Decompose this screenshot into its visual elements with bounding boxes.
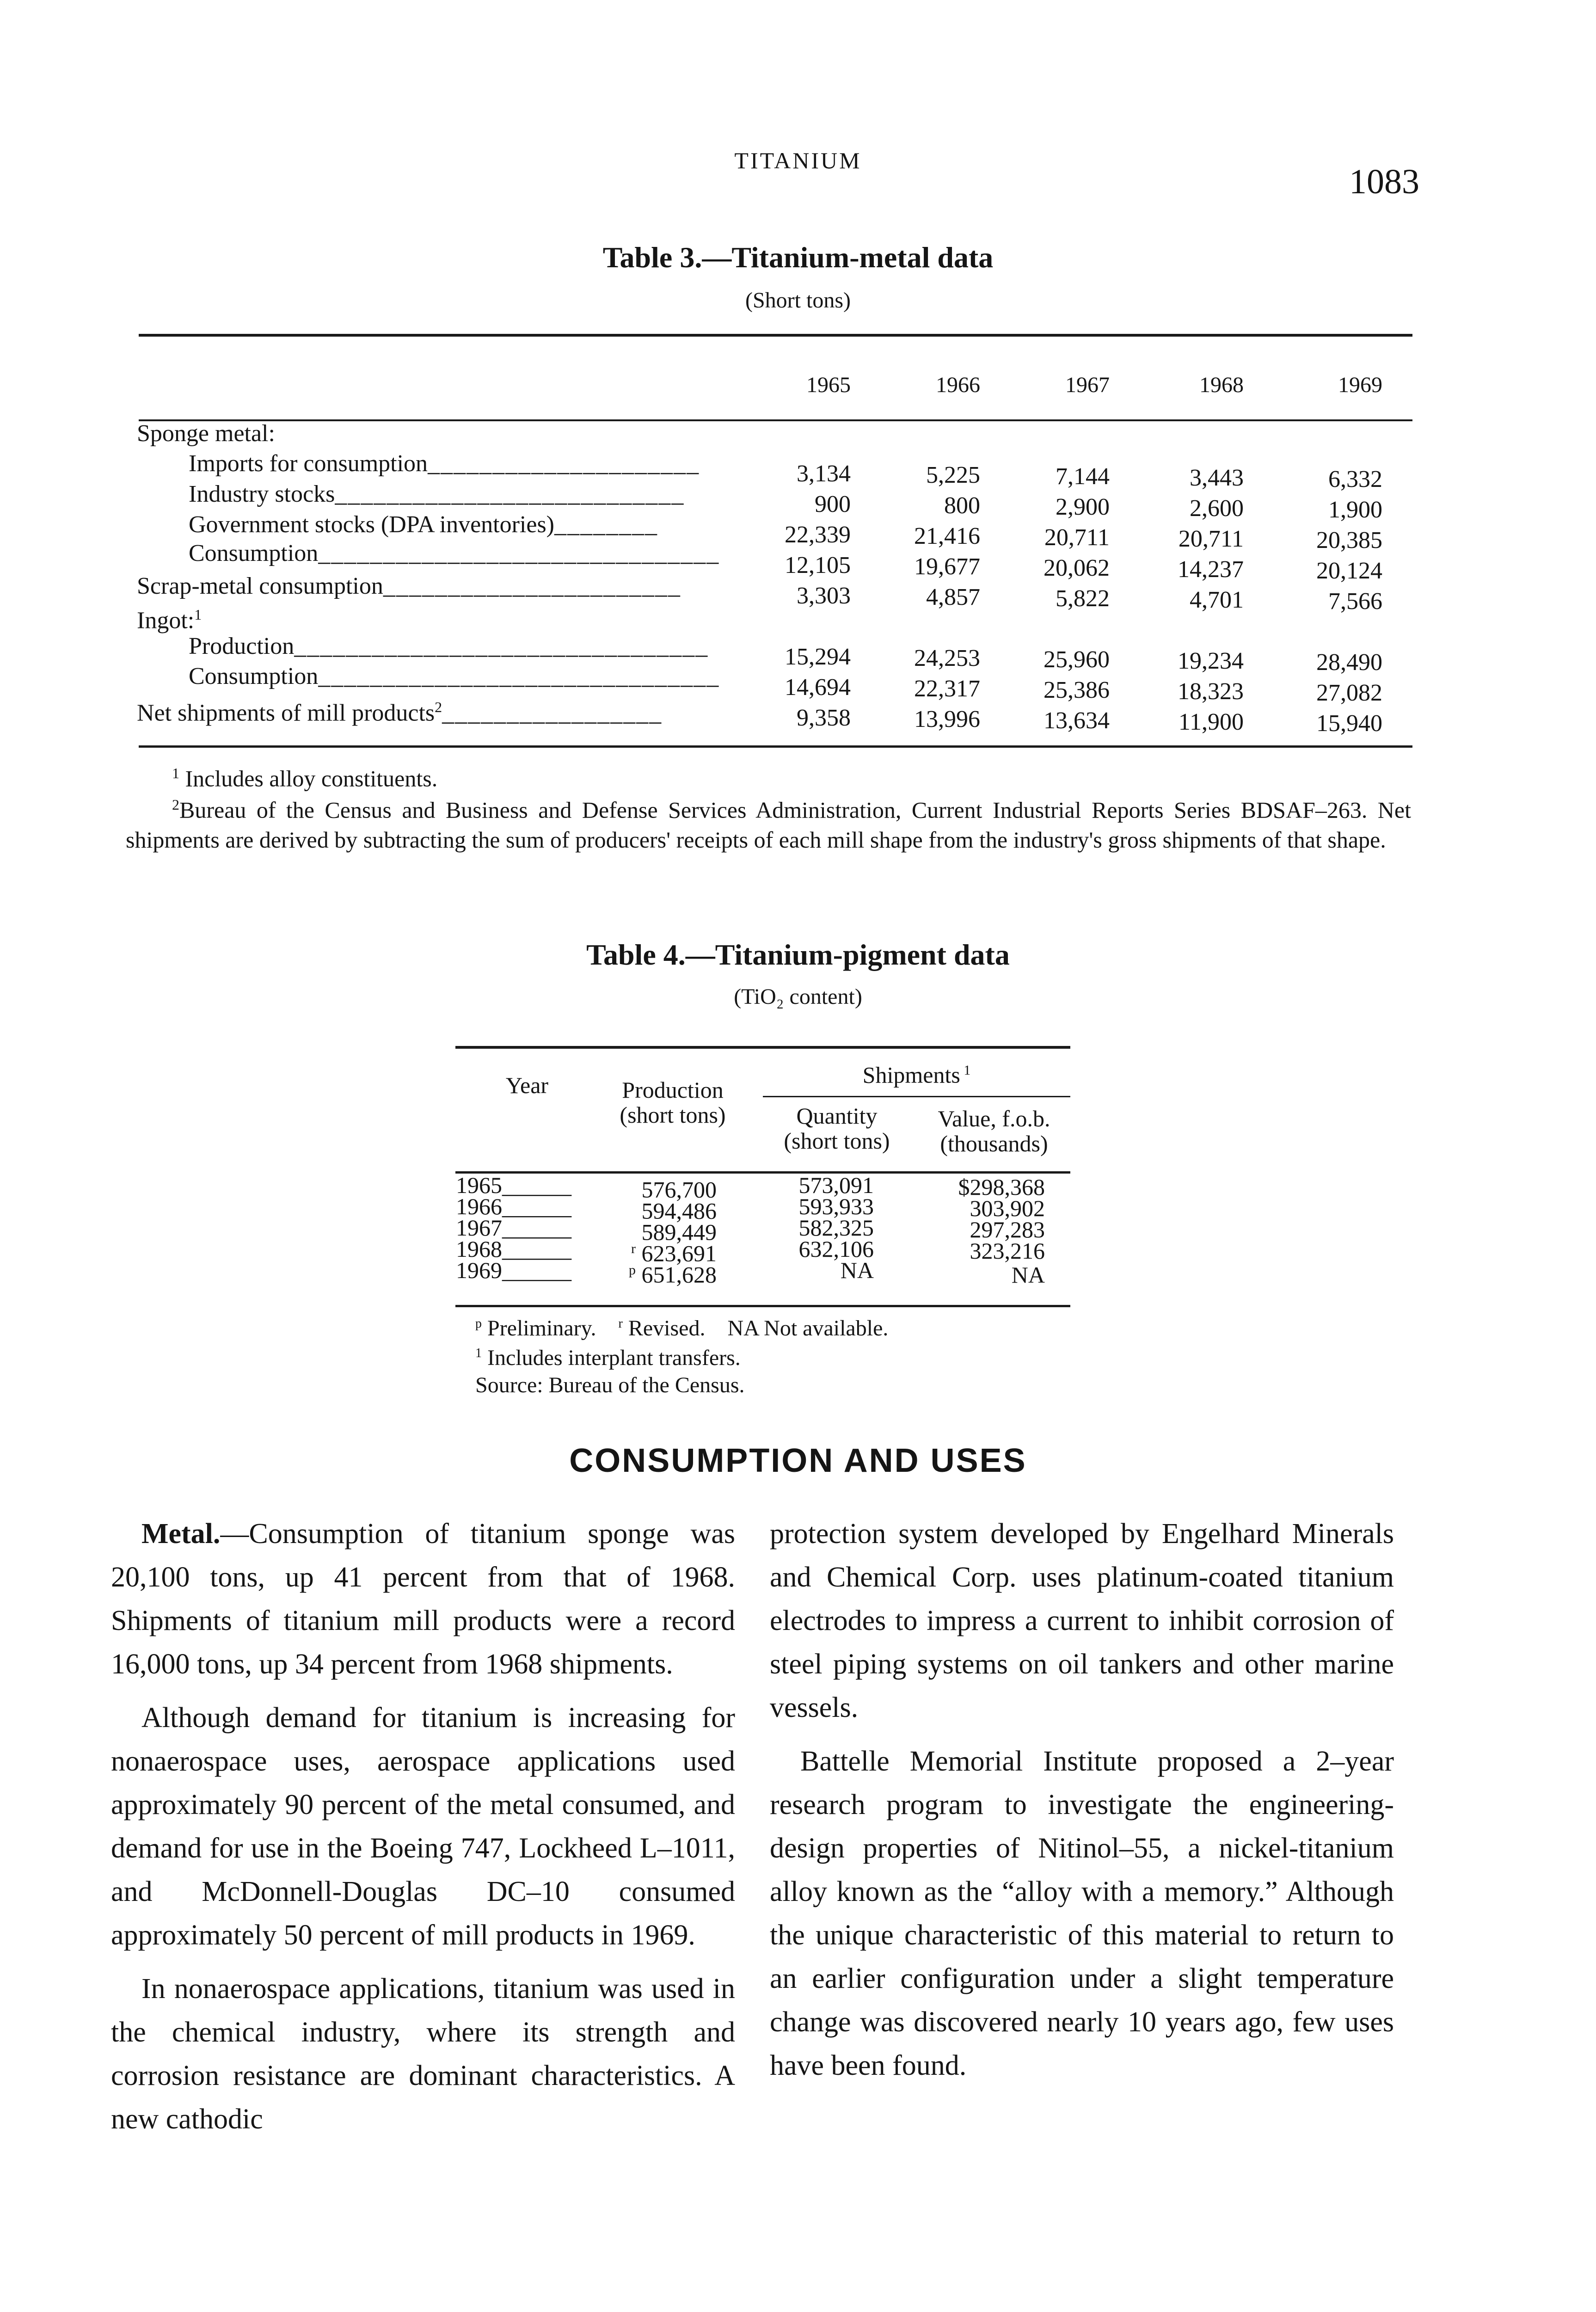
table4-value: 323,216	[970, 1238, 1045, 1264]
table3-cell: 15,294	[785, 644, 851, 670]
table3-cell: 5,225	[926, 462, 980, 488]
table4-notes: $^p$ Preliminary. $^r$ Revised. NA Not available. $^1$ Includes interplant transfers.	[475, 1316, 889, 1370]
table4-title: Table 4.—Titanium-pigment data	[586, 938, 1010, 971]
table3-cell: 20,711	[1178, 526, 1244, 552]
table3-cell: 18,323	[1178, 678, 1244, 705]
paragraph: protection system developed by Engelhard Minerals and Chemical Corp. uses platinum-coated titanium electrodes to impress a current to inhibit corrosion of steel piping systems on oil tankers and other marine vessels.	[770, 1518, 1394, 1723]
table4-quantity: 573,091	[798, 1172, 874, 1198]
paragraph: In nonaerospace applications, titanium was used in the chemical industry, where its strength and corrosion resistance are dominant characteristics. A new cathodic	[111, 1973, 735, 2135]
table4-year: 1966______	[456, 1193, 571, 1219]
table4-value: 303,902	[970, 1195, 1045, 1221]
table3-cell: 3,443	[1190, 465, 1244, 491]
right-column	[770, 1512, 1394, 2097]
table3-cell: 27,082	[1316, 680, 1382, 706]
table3-cell: 22,317	[914, 676, 980, 702]
table3-cell: 3,134	[797, 461, 851, 487]
table3-cell: 5,822	[1056, 585, 1110, 612]
table3-row-label: Imports for consumption_____________________	[189, 450, 700, 477]
table4-value: 297,283	[970, 1217, 1045, 1242]
table4-head-year: Year	[505, 1072, 549, 1098]
table3-subtitle: (Short tons)	[745, 288, 851, 313]
table3-cell: 15,940	[1316, 710, 1382, 737]
table3-col-1968: 1968	[1199, 373, 1244, 397]
table3-col-1969: 1969	[1338, 373, 1382, 397]
table3-cell: 14,237	[1178, 556, 1244, 583]
table3-col-1967: 1967	[1065, 373, 1110, 397]
table3-cell: 7,566	[1328, 588, 1382, 615]
table3-cell: 12,105	[785, 552, 851, 578]
table4-value: $298,368	[958, 1174, 1045, 1200]
table4-production: $^r$ 623,691	[631, 1240, 717, 1267]
table4-production: 576,700	[641, 1176, 717, 1203]
table3-cell: 25,386	[1044, 677, 1110, 703]
section-heading: CONSUMPTION AND USES	[569, 1442, 1027, 1479]
table3-col-1965: 1965	[806, 373, 851, 397]
table4-quantity: 593,933	[798, 1193, 874, 1219]
table4-subtitle: (TiO₂ content)	[734, 984, 862, 1009]
table3-cell: 2,900	[1056, 494, 1110, 520]
table3-cell: 4,701	[1190, 587, 1244, 613]
table3-cell: 20,062	[1044, 555, 1110, 581]
paragraph: Battelle Memorial Institute proposed a 2–year research program to investigate the engineering-design properties of Nitinol–55, a nickel-titanium alloy known as the “alloy with a memory.” Although the unique characteristic of this material to return to an earlier configuration under a slight temperature change was discovered nearly 10 years ago, few uses have been found.	[770, 1746, 1394, 2081]
table3-cell: 800	[944, 492, 980, 519]
table4-year: 1969______	[456, 1257, 571, 1283]
page-number: 1083	[1349, 162, 1419, 201]
table3-row-label: Industry stocks___________________________	[189, 481, 685, 507]
table3-footnote-1: $^1$ Includes alloy constituents.	[172, 765, 438, 792]
table4-year: 1967______	[456, 1215, 571, 1241]
table3-cell: 19,677	[914, 553, 980, 580]
table3-cell: 4,857	[926, 584, 980, 610]
table3-cell: 20,711	[1044, 524, 1110, 551]
table3-cell: 1,900	[1328, 497, 1382, 523]
table3-row-label: Production________________________________	[189, 633, 709, 659]
table3-cell: 21,416	[914, 523, 980, 549]
table3-cell: 22,339	[785, 522, 851, 548]
table3-row-label: Sponge metal:	[137, 420, 275, 447]
table4-source: Source: Bureau of the Census.	[475, 1373, 745, 1397]
table3-cell: 20,124	[1316, 558, 1382, 584]
table3-col-1966: 1966	[936, 373, 980, 397]
table3-cell: 13,634	[1044, 707, 1110, 734]
table3-cell: 28,490	[1316, 649, 1382, 676]
table4-production: 594,486	[641, 1198, 717, 1224]
table4-production: 589,449	[641, 1219, 717, 1245]
table3-cell: 14,694	[785, 674, 851, 701]
table4-year: 1965______	[456, 1172, 571, 1198]
table4-year: 1968______	[456, 1236, 571, 1262]
table3-cell: 9,358	[797, 705, 851, 731]
table3-row-label: Net shipments of mill products$^2$_________________	[137, 699, 663, 726]
table3-row-label: Ingot:$^1$	[137, 606, 202, 634]
table4-quantity: 632,106	[798, 1236, 874, 1262]
table3-cell: 25,960	[1044, 646, 1110, 673]
table4-production: $^p$ 651,628	[629, 1261, 717, 1288]
table3-cell: 3,303	[797, 583, 851, 609]
table4-value: NA	[1011, 1262, 1045, 1288]
running-head: TITANIUM	[734, 148, 862, 173]
table4-quantity: 582,325	[798, 1215, 874, 1241]
table4-quantity: NA	[840, 1257, 874, 1283]
table3-cell: 900	[815, 491, 851, 517]
table3-cell: 24,253	[914, 645, 980, 671]
table3-title: Table 3.—Titanium-metal data	[602, 241, 994, 274]
table4-head-production: Production (short tons)	[620, 1077, 726, 1128]
table3-row-label: Consumption_______________________________	[189, 540, 720, 566]
table3-row-label: Scrap-metal consumption_______________________	[137, 573, 681, 599]
table3-cell: 6,332	[1328, 466, 1382, 492]
paragraph: Although demand for titanium is increasing for nonaerospace uses, aerospace applications used approximately 90 percent of the metal consumed, and demand for use in the Boeing 747, Lockheed L–1011, and McDonnell-Douglas DC–10 consumed approximately 50 percent of mill products in 1969.	[111, 1702, 735, 1951]
table3-cell: 19,234	[1178, 648, 1244, 674]
table3-cell: 20,385	[1316, 527, 1382, 553]
table4-head-shipments: Shipments $^1$	[862, 1062, 971, 1088]
table3-row-label: Government stocks (DPA inventories)________	[189, 511, 658, 538]
table4-head-quantity: Quantity (short tons)	[784, 1103, 890, 1154]
paragraph: Metal.—Consumption of titanium sponge was 20,100 tons, up 41 percent from that of 1968. Shipments of titanium mill products were a record 16,000 tons, up 34 percent from 1968 shipments.	[111, 1518, 735, 1680]
table3-cell: 2,600	[1190, 495, 1244, 522]
table3-row-label: Consumption_______________________________	[189, 663, 720, 689]
table3-cell: 7,144	[1056, 463, 1110, 490]
table3-cell: 11,900	[1178, 709, 1244, 735]
left-column	[111, 1512, 735, 2151]
table3-cell: 13,996	[914, 706, 980, 732]
table4-head-value: Value, f.o.b. (thousands)	[938, 1106, 1050, 1156]
table3-footnote-2: $^2$Bureau of the Census and Business and Defense Services Administration, Current Industrial Reports Series BDSAF–263. Net shipments are derived by subtracting the sum of producers' receipts of each mill shape from the industry's gross shipments of that shape.	[126, 796, 1411, 853]
